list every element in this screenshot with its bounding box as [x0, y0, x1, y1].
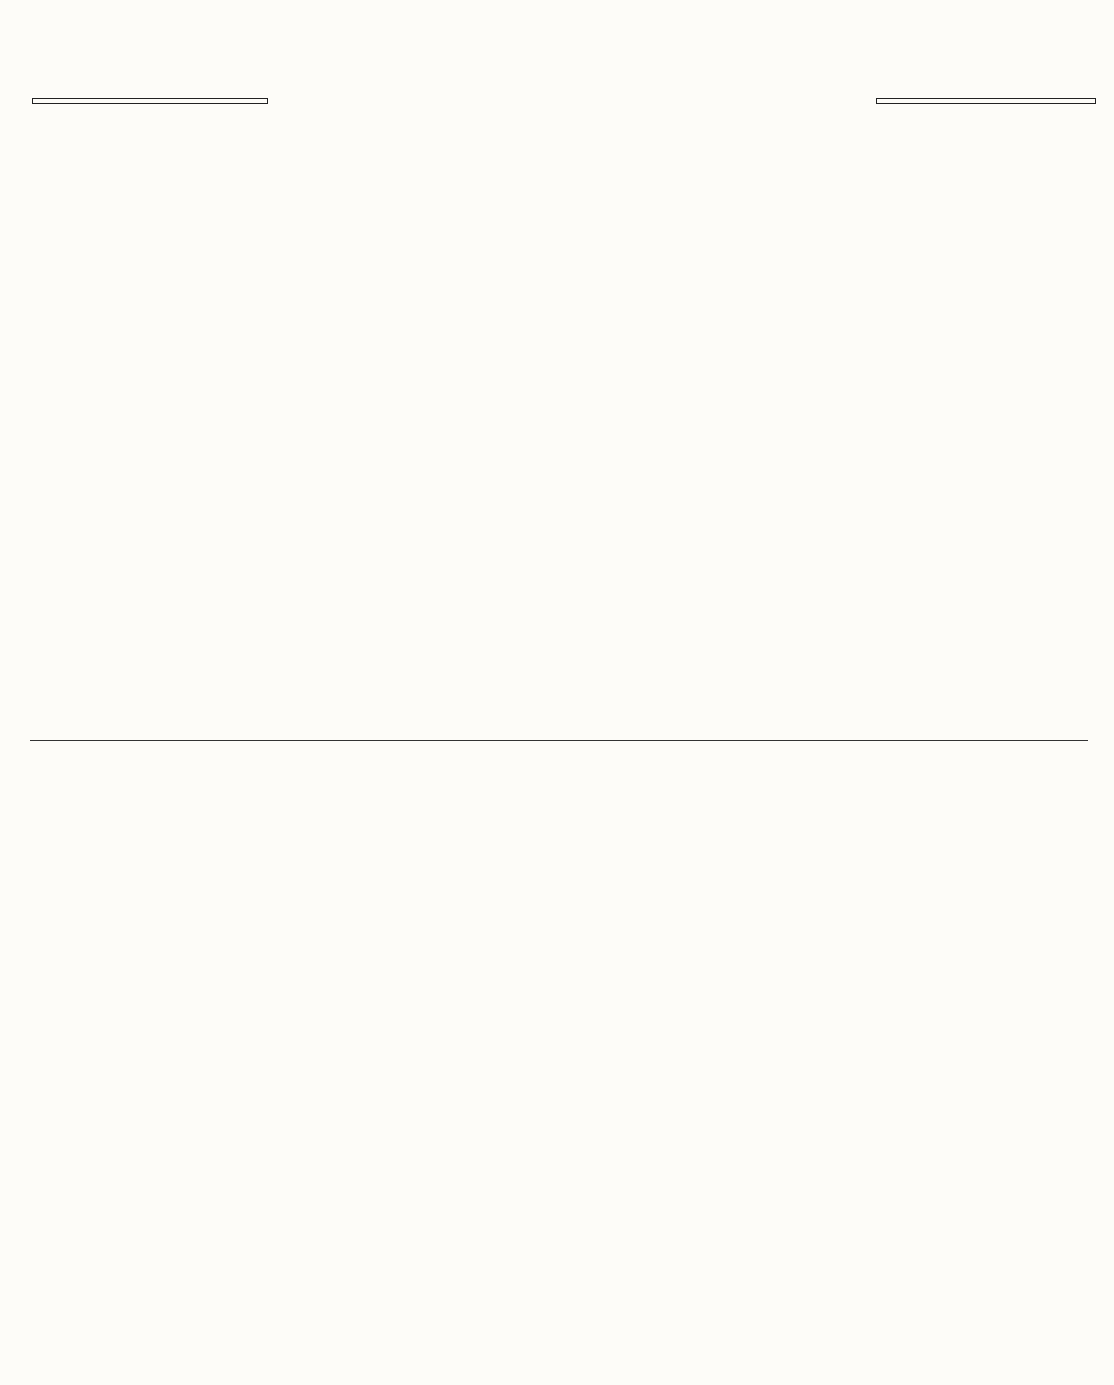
weather-box-right [876, 98, 1096, 104]
weather-box-left [32, 98, 268, 104]
divider [30, 740, 1088, 741]
